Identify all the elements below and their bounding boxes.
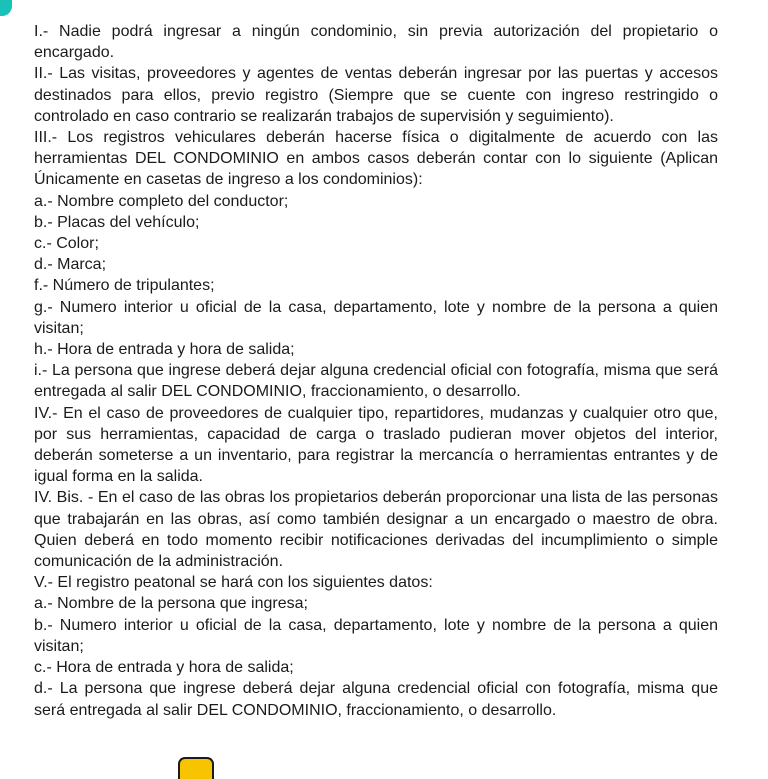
list-item-vehicle-c: c.- Color; (34, 235, 99, 253)
list-item-pedestrian-a: a.- Nombre de la persona que ingresa; (34, 595, 308, 613)
paragraph-rule-1: I.- Nadie podrá ingresar a ningún condominio, sin previa autorización del propietario o encargado. (34, 23, 718, 62)
bottom-tab-shape (178, 757, 214, 779)
paragraph-rule-3: III.- Los registros vehiculares deberán hacerse física o digitalmente de acuerdo con las herramientas DEL CONDOMINIO en ambos casos deberán contar con lo siguiente (Aplican Únicamente en casetas de ingreso a los condominios): (34, 129, 718, 189)
corner-accent-shape (0, 0, 12, 16)
list-item-pedestrian-d: d.- La persona que ingrese deberá dejar alguna credencial oficial con fotografía, misma que será entregada al salir DEL CONDOMINIO, fraccionamiento, o desarrollo. (34, 680, 718, 719)
paragraph-rule-2: II.- Las visitas, proveedores y agentes de ventas deberán ingresar por las puertas y accesos destinados para ellos, previo registro (Siempre que se cuente con ingreso restringido o controlado en caso contrario se realizarán trabajos de supervisión y seguimiento). (34, 65, 718, 125)
list-item-vehicle-g: g.- Numero interior u oficial de la casa, departamento, lote y nombre de la persona a quien visitan; (34, 298, 718, 337)
list-item-vehicle-h: h.- Hora de entrada y hora de salida; (34, 341, 295, 359)
list-item-pedestrian-c: c.- Hora de entrada y hora de salida; (34, 659, 294, 677)
document-body (34, 21, 718, 721)
list-item-pedestrian-b: b.- Numero interior u oficial de la casa, departamento, lote y nombre de la persona a quien visitan; (34, 616, 718, 655)
paragraph-rule-4: IV.- En el caso de proveedores de cualquier tipo, repartidores, mudanzas y cualquier otro que, por sus herramientas, capacidad de carga o traslado pudieran mover objetos del interior, deberán someterse a un inventario, para registrar la mercancía o herramientas entrantes y de igual forma en la salida. (34, 404, 718, 486)
list-item-vehicle-b: b.- Placas del vehículo; (34, 213, 200, 231)
list-item-vehicle-a: a.- Nombre completo del conductor; (34, 192, 289, 210)
list-item-vehicle-i: i.- La persona que ingrese deberá dejar alguna credencial oficial con fotografía, misma que será entregada al salir DEL CONDOMINIO, fraccionamiento, o desarrollo. (34, 362, 718, 401)
list-item-vehicle-f: f.- Número de tripulantes; (34, 277, 215, 295)
paragraph-rule-5: V.- El registro peatonal se hará con los siguientes datos: (34, 574, 433, 592)
list-item-vehicle-d: d.- Marca; (34, 256, 107, 274)
paragraph-rule-4-bis: IV. Bis. - En el caso de las obras los propietarios deberán proporcionar una lista de las personas que trabajarán en las obras, así como también designar a un encargado o maestro de obra. Quien deberá en todo momento recibir notificaciones derivadas del incumplimiento o simple comunicación de la administración. (34, 489, 718, 571)
